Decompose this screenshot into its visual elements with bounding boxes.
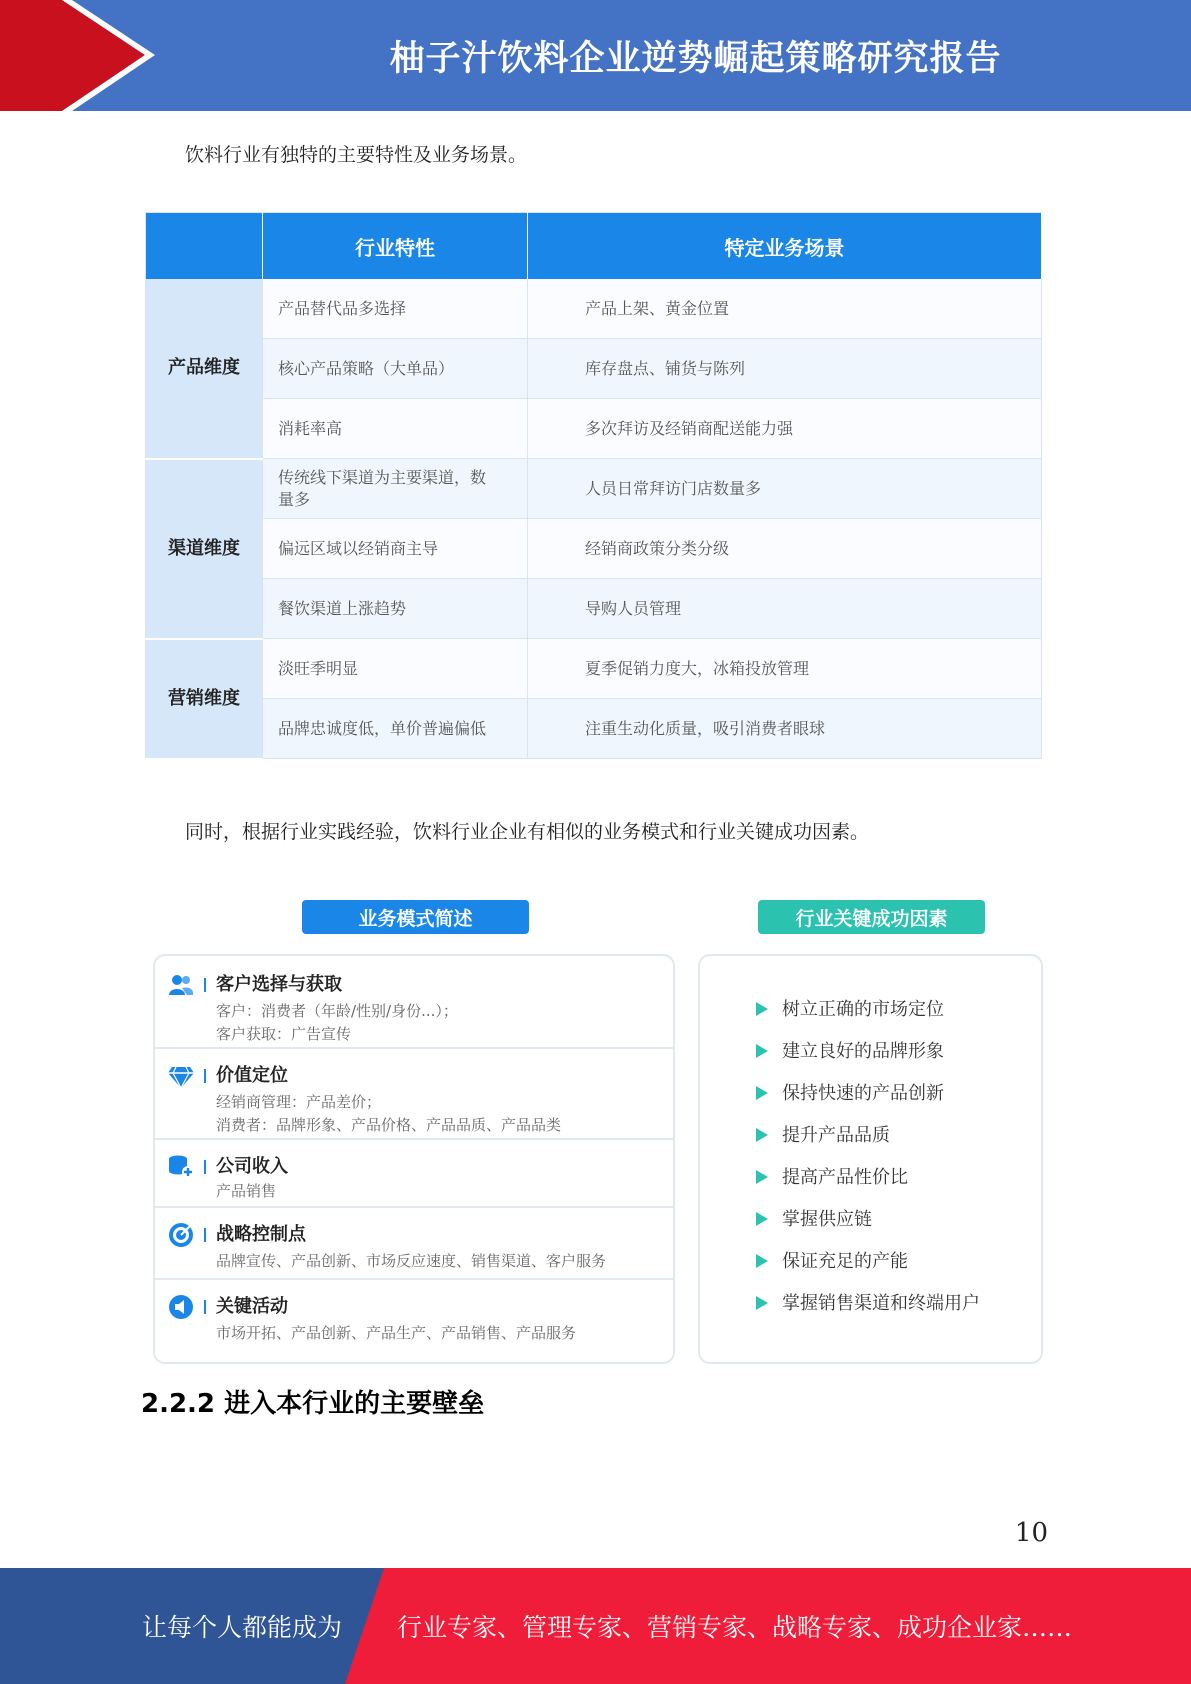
factor-item: 提升产品品质 (756, 1121, 890, 1147)
section-title: 战略控制点 (216, 1224, 306, 1245)
factor-item: 掌握供应链 (756, 1205, 872, 1231)
triangle-bullet-icon (756, 1002, 768, 1016)
second-paragraph: 同时，根据行业实践经验，饮料行业企业有相似的业务模式和行业关键成功因素。 (185, 821, 870, 843)
business-section (155, 956, 673, 1049)
section-title: 客户选择与获取 (216, 974, 342, 995)
feature-cell: 消耗率高 (263, 399, 528, 459)
factor-item: 保持快速的产品创新 (756, 1079, 944, 1105)
feature-cell: 淡旺季明显 (263, 639, 528, 699)
section-divider-bar (204, 978, 206, 992)
section-divider-bar (204, 1160, 206, 1174)
section-subheading: 2.2.2 进入本行业的主要壁垒 (141, 1389, 485, 1419)
factor-item: 树立正确的市场定位 (756, 995, 944, 1021)
business-section (155, 1138, 673, 1208)
feature-cell: 餐饮渠道上涨趋势 (263, 579, 528, 639)
triangle-bullet-icon (756, 1212, 768, 1226)
intro-paragraph: 饮料行业有独特的主要特性及业务场景。 (185, 144, 528, 166)
factor-item: 掌握销售渠道和终端用户 (756, 1289, 980, 1315)
section-title: 价值定位 (216, 1065, 288, 1086)
section-divider-bar (204, 1069, 206, 1083)
report-title: 柚子汁饮料企业逆势崛起策略研究报告 (389, 38, 1002, 79)
table-row (146, 699, 1042, 759)
table-header-blank (146, 213, 263, 280)
page-header (0, 0, 1191, 111)
page-number: 10 (1014, 1518, 1048, 1548)
category-cell: 产品维度 (146, 279, 263, 459)
business-model-panel (153, 954, 675, 1364)
triangle-bullet-icon (756, 1170, 768, 1184)
triangle-bullet-icon (756, 1086, 768, 1100)
page-footer (0, 1568, 1191, 1684)
scene-cell: 多次拜访及经销商配送能力强 (528, 399, 1042, 459)
scene-cell: 产品上架、黄金位置 (528, 279, 1042, 339)
triangle-bullet-icon (756, 1254, 768, 1268)
triangle-bullet-icon (756, 1296, 768, 1310)
factor-item: 提高产品性价比 (756, 1163, 908, 1189)
category-cell: 营销维度 (146, 639, 263, 759)
business-section (155, 1206, 673, 1280)
scene-cell: 经销商政策分类分级 (528, 519, 1042, 579)
category-cell: 渠道维度 (146, 459, 263, 639)
feature-cell: 产品替代品多选择 (263, 279, 528, 339)
coins-plus-icon (168, 1154, 194, 1180)
triangle-bullet-icon (756, 1128, 768, 1142)
factor-item: 建立良好的品牌形象 (756, 1037, 944, 1063)
header-red-arrow (0, 0, 160, 111)
table-row (146, 339, 1042, 399)
target-icon (168, 1222, 194, 1248)
table-row (146, 639, 1042, 699)
factor-item: 保证充足的产能 (756, 1247, 908, 1273)
table-row (146, 399, 1042, 459)
section-line: 消费者：品牌形象、产品价格、产品品质、产品品类 (216, 1116, 562, 1134)
footer-slogan-right: 行业专家、管理专家、营销专家、战略专家、成功企业家…… (397, 1613, 1073, 1642)
scene-cell: 注重生动化质量，吸引消费者眼球 (528, 699, 1042, 759)
feature-cell: 核心产品策略（大单品） (263, 339, 528, 399)
section-title: 公司收入 (216, 1156, 288, 1177)
section-divider-bar (204, 1228, 206, 1242)
section-line: 品牌宣传、产品创新、市场反应速度、销售渠道、客户服务 (216, 1252, 607, 1270)
business-model-title: 业务模式简述 (302, 900, 529, 934)
feature-cell: 品牌忠诚度低，单价普遍偏低 (263, 699, 528, 759)
section-line: 市场开拓、产品创新、产品生产、产品销售、产品服务 (216, 1324, 577, 1342)
scene-cell: 库存盘点、铺货与陈列 (528, 339, 1042, 399)
scene-cell: 人员日常拜访门店数量多 (528, 459, 1042, 519)
business-section (155, 1047, 673, 1140)
business-section (155, 1278, 673, 1360)
table-header-row (146, 213, 1042, 280)
footer-slogan-left: 让每个人都能成为 (142, 1613, 343, 1642)
triangle-bullet-icon (756, 1044, 768, 1058)
industry-characteristics-table (145, 212, 1042, 760)
table-row (146, 519, 1042, 579)
table-header-scene: 特定业务场景 (528, 213, 1042, 280)
section-divider-bar (204, 1300, 206, 1314)
table-row (146, 279, 1042, 339)
table-row (146, 459, 1042, 519)
section-line: 产品销售 (216, 1182, 277, 1200)
users-icon (168, 972, 194, 998)
section-title: 关键活动 (216, 1296, 288, 1317)
section-line: 客户：消费者（年龄/性别/身份...）； (216, 1002, 458, 1020)
speaker-icon (168, 1294, 194, 1320)
scene-cell: 夏季促销力度大，冰箱投放管理 (528, 639, 1042, 699)
scene-cell: 导购人员管理 (528, 579, 1042, 639)
success-factors-title: 行业关键成功因素 (758, 900, 985, 934)
feature-cell: 偏远区域以经销商主导 (263, 519, 528, 579)
table-row (146, 579, 1042, 639)
feature-cell: 传统线下渠道为主要渠道，数量多 (263, 459, 528, 519)
diamond-icon (168, 1063, 194, 1089)
section-line: 客户获取：广告宣传 (216, 1025, 352, 1043)
section-line: 经销商管理：产品差价； (216, 1093, 382, 1111)
table-header-feature: 行业特性 (263, 213, 528, 280)
success-factors-panel (698, 954, 1043, 1364)
